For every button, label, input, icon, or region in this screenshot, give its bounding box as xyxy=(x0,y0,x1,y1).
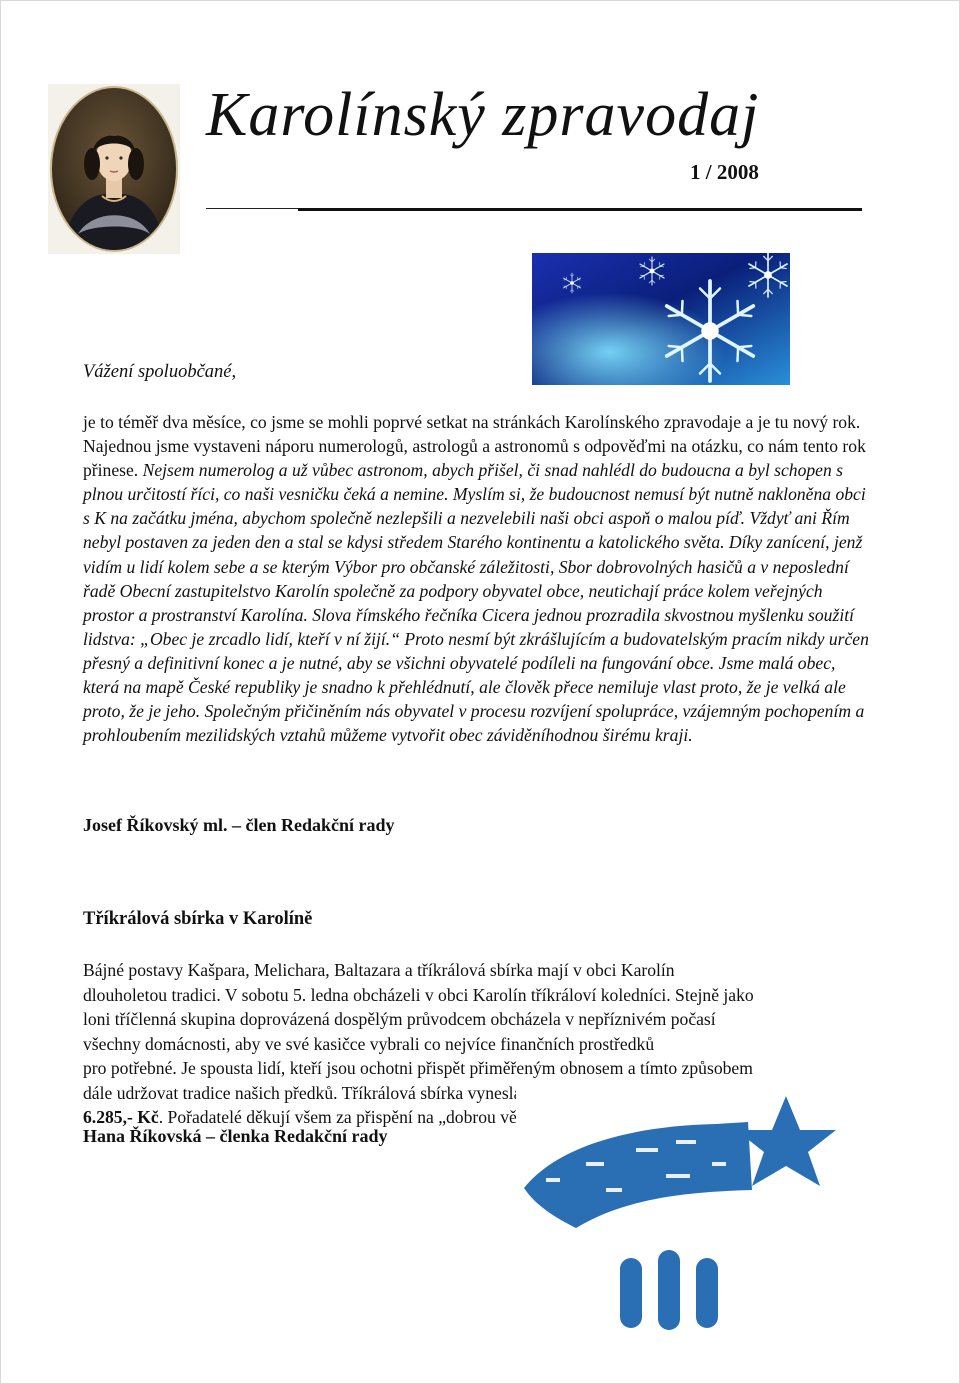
article-line: Bájné postavy Kašpara, Melichara, Baltazara a tříkrálová sbírka mají v obci Karolín xyxy=(83,960,675,980)
header-rule-thin xyxy=(206,208,298,209)
editorial-signature: Josef Říkovský ml. – člen Redakční rady xyxy=(83,815,395,835)
article-signature: Hana Říkovská – členka Redakční rady xyxy=(83,1126,388,1146)
article-line: loni tříčlenná skupina doprovázená dospělým průvodcem obcházela v nepříznivém počasí xyxy=(83,1009,716,1029)
article-line: všechny domácnosti, aby ve své kasičce vybrali co nejvíce finančních prostředků xyxy=(83,1033,655,1054)
masthead-title: Karolínský zpravodaj xyxy=(206,81,760,149)
editorial-text-upright: je to téměř dva měsíce, co jsme se mohli poprvé setkat na stránkách Karolínského zpravodaje a je tu nový rok. Najednou jsme vystaveni náporu numerologů, astrologů a astronomů s odpověďmi na otázku, co nám tento rok přinese. xyxy=(83,412,866,481)
article-line: pro potřebné. Je spousta lidí, kteří jsou ochotni přispět přiměřeným obnosem a tímto způsobem xyxy=(83,1058,753,1078)
amount-tail: . Pořadatelé děkují všem za přispění na „dobrou věc“. xyxy=(158,1107,537,1127)
header-rule-thick xyxy=(298,208,862,211)
collection-amount: 6.285,- Kč xyxy=(83,1107,159,1127)
article-heading: Tříkrálová sbírka v Karolíně xyxy=(83,909,313,929)
portrait-image xyxy=(48,84,180,254)
greeting: Vážení spoluobčané, xyxy=(83,362,237,382)
editorial-paragraph xyxy=(83,410,873,747)
issue-number: 1 / 2008 xyxy=(690,160,759,184)
article-line: dále udržovat tradice našich předků. Tříkrálová sbírka vynesla v naší obci xyxy=(83,1082,602,1103)
article-line: dlouholetou tradici. V sobotu 5. ledna obcházeli v obci Karolín tříkráloví koledníci. Stejně jako xyxy=(83,984,754,1005)
editorial-text-italic: Nejsem numerolog a už vůbec astronom, abych přišel, či snad nahlédl do budoucna a byl schopen s plnou určitostí říci, co naši vesničku čeká a nemine. Myslím si, že budoucnost nemusí být nutně nakloněna obci s K na začátku jména, abychom společně nezlepšili a nezvelebili naši obci aspoň o malou píď. Vždyť ani Řím nebyl postaven za jeden den a stal se kdysi středem Starého kontinentu a katolického světa. Díky zanícení, jenž vidím u lidí kolem sebe a se kterým Výbor pro občanské záležitosti, Sbor dobrovolných hasičů a v neposlední řadě Obecní zastupitelstvo Karolín společně za podpory obyvatel obce, neutichají práce kolem veřejných prostor a prostranství Karolína. Slova římského řečníka Cicera jednou prozradila skvostnou myšlenku soužití lidstva: „Obec je zrcadlo lidí, kteří v ní žijí.“ Proto nesmí být zkrášlujícím a budovatelským pracím nikdy určen přesný a definitivní konec a je nutné, aby se všichni obyvatelé podíleli na fungování obce. Jsme malá obec, která na mapě České republiky je snadno k přehlédnutí, ale člověk přece nemiluje vlast proto, že je velká ale proto, že je jeho. Společným přičiněním nás obyvatel v procesu rozvíjení spolupráce, vzájemným pochopením a prohloubením mezilidských vztahů můžeme vytvořit obec záviděníhodnou širému kraji. xyxy=(83,460,869,746)
snowflake-image xyxy=(532,253,790,385)
three-kings-star-image xyxy=(516,1078,876,1340)
